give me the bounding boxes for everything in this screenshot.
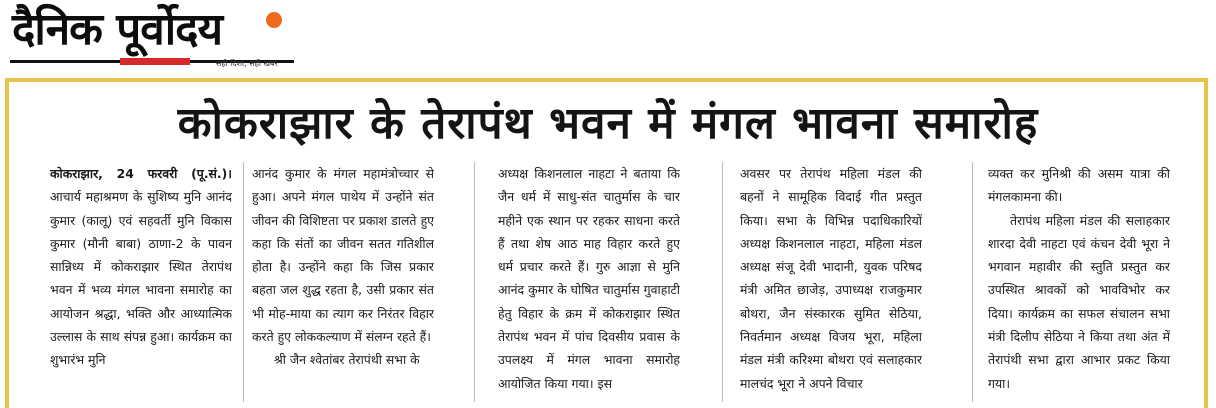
column-divider xyxy=(474,162,475,402)
column-divider xyxy=(972,162,973,402)
article-paragraph: आचार्य महाश्रमण के सुशिष्य मुनि आनंद कुमार (कालू) एवं सहवर्ती मुनि विकास कुमार (मौनी बाबा) ठाणा-2 के पावन सान्निध्य में कोकराझार स्थित तेरापंथ भवन में भव्य मंगल भावना समारोह का आयोजन श्रद्धा, भक्ति और आध्यात्मिक उल्लास के साथ संपन्न हुआ। कार्यक्रम का शुभारंभ मुनि xyxy=(50,189,232,368)
article-paragraph: श्री जैन श्वेतांबर तेरापंथी सभा के xyxy=(274,352,420,368)
logo-red-accent xyxy=(120,58,190,65)
article-headline: कोकराझार के तेरापंथ भवन में मंगल भावना समारोह xyxy=(177,98,1039,149)
article-paragraph: अध्यक्ष किशनलाल नाहटा ने बताया कि जैन धर्म में साधु-संत चातुर्मास के चार महीने एक स्थान पर रहकर साधना करते हैं तथा शेष आठ माह विहार करते हुए धर्म प्रचार करते हैं। गुरु आज्ञा से मुनि आनंद कुमार के घोषित चातुर्मास गुवाहाटी हेतु विहार के क्रम में कोकराझार स्थित तेरापंथ भवन में पांच दिवसीय प्रवास के उपलक्ष्य में मंगल भावना समारोह आयोजित किया गया। इस xyxy=(498,166,680,391)
logo-dot-icon xyxy=(266,12,282,28)
column-divider xyxy=(722,162,723,402)
logo-tagline: सही दिशा, सही खबर xyxy=(216,59,278,68)
article-column-5 xyxy=(988,162,1170,402)
article-paragraph: अवसर पर तेरापंथ महिला मंडल की बहनों ने सामूहिक विदाई गीत प्रस्तुत किया। सभा के विभिन्न पदाधिकारियों अध्यक्ष किशनलाल नाहटा, महिला मंडल अध्यक्ष संजू देवी भादानी, युवक परिषद मंत्री अमित छाजेड़, उपाध्यक्ष राजकुमार बोथरा, जैन संस्कारक सुमित सेठिया, निवर्तमान अध्यक्ष विजय भूरा, महिला मंडल मंत्री करिश्मा बोथरा एवं सलाहकार मालचंद भूरा ने अपने विचार xyxy=(740,166,922,391)
article-column-2 xyxy=(252,162,434,402)
article-paragraph: तेरापंथ महिला मंडल की सलाहकार शारदा देवी नाहटा एवं कंचन देवी भूरा ने भगवान महावीर की स्तुति प्रस्तुत कर उपस्थित श्रावकों को भावविभोर कर दिया। कार्यक्रम का सफल संचालन सभा मंत्री दिलीप सेठिया ने किया तथा अंत में तेरापंथी सभा द्वारा आभार प्रकट किया गया। xyxy=(988,212,1170,391)
article-column-3 xyxy=(498,162,680,402)
article-column-4 xyxy=(740,162,922,402)
article-paragraph: आनंद कुमार के मंगल महामंत्रोच्चार से हुआ। अपने मंगल पाथेय में उन्होंने संत जीवन की विशिष्टता पर प्रकाश डालते हुए कहा कि संतों का जीवन सतत गतिशील होता है। उन्होंने कहा कि जिस प्रकार बहता जल शुद्ध रहता है, उसी प्रकार संत भी मोह-माया का त्याग कर निरंतर विहार करते हुए लोककल्याण में संलग्न रहते हैं। xyxy=(252,166,434,345)
article-body xyxy=(50,162,1200,402)
article-column-1 xyxy=(50,162,232,402)
newspaper-logo xyxy=(8,2,298,72)
column-divider xyxy=(243,162,244,402)
article-dateline: कोकराझार, 24 फरवरी (पू.सं.)। xyxy=(50,166,232,181)
masthead xyxy=(0,0,1216,76)
logo-text: दैनिक पूर्वोदय xyxy=(12,4,223,55)
article-paragraph: व्यक्त कर मुनिश्री की असम यात्रा की मंगलकामना की। xyxy=(988,166,1170,205)
